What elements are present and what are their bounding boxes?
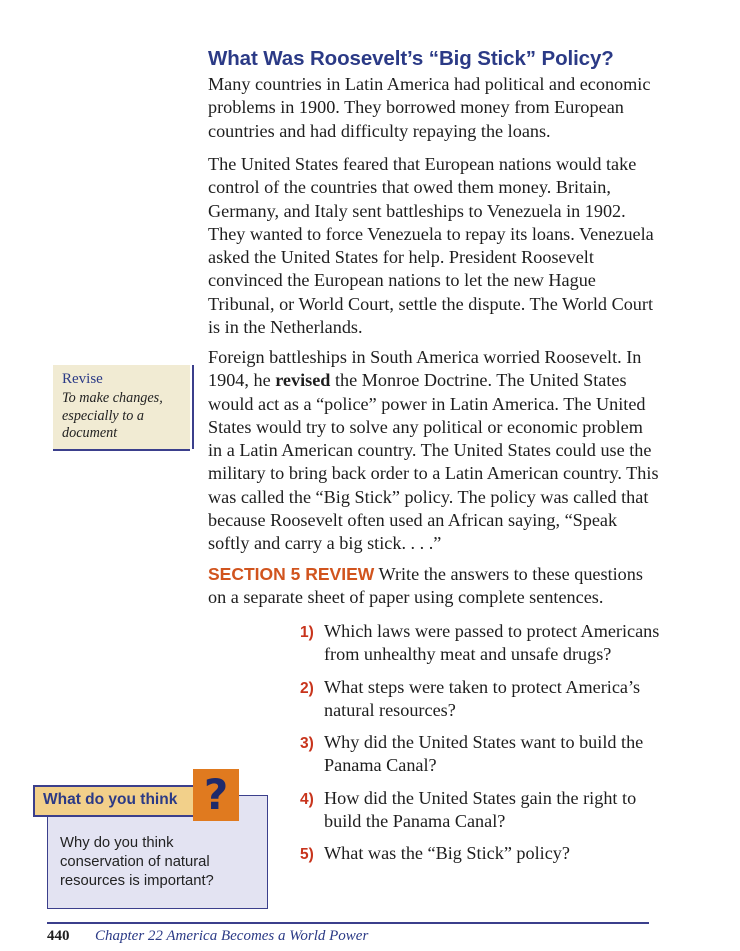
review-question [300,842,660,865]
sidenote-definition: To make changes, especially to a document [62,390,163,441]
question-number: 3) [300,735,314,753]
question-text: What steps were taken to protect America’s natural resources? [324,676,641,720]
question-mark-icon: ? [193,769,239,821]
paragraph-3: Foreign battleships in South America worried Roosevelt. In 1904, he revised the Monroe Doctrine. The United States would act as a “police” power in Latin America. The United States would try to solve any political or economic problem in a Latin American country. The United States could use the military to bring back order to a Latin American country. This was called the “Big Stick” policy. The policy was called that because Roosevelt often used an African saying, “Speak softly and carry a big stick. . . .” [208,347,659,554]
review-questions [300,620,660,875]
question-text: What was the “Big Stick” policy? [324,843,570,864]
question-number: 4) [300,790,314,808]
review-question [300,620,660,667]
question-number: 2) [300,679,314,697]
review-instructions: Write the answers to these questions on a separate sheet of paper using complete sentences. [208,564,643,608]
review-question [300,787,660,834]
paragraph-2: The United States feared that European nations would take control of the countries that owed them money. Britain, Germany, and Italy sent battleships to Venezuela in 1902. They wanted to force Venezuela to repay its loans. Venezuela asked the United States for help. President Roosevelt convinced the European nations to let the new Hague Tribunal, or World Court, settle the dispute. The World Court is in the Netherlands. [208,154,654,338]
question-number: 5) [300,846,314,864]
question-text: How did the United States gain the right to build the Panama Canal? [324,787,637,832]
page-number: 440 [47,928,70,944]
vocabulary-term: revised [275,370,331,391]
question-text: Why did the United States want to build the Panama Canal? [324,732,644,776]
vocabulary-sidenote [53,365,190,451]
what-do-you-think-header [33,785,197,817]
question-number: 1) [300,624,314,641]
chapter-title: Chapter 22 America Becomes a World Power [95,928,369,944]
review-heading: SECTION 5 REVIEW [208,564,375,584]
review-intro [208,563,660,610]
sidenote-term: Revise [62,371,103,387]
footer-rule [47,922,649,924]
think-label: What do you think [43,791,178,808]
review-question [300,731,660,778]
review-question [300,676,660,723]
section-title: What Was Roosevelt’s “Big Stick” Policy? [208,47,614,70]
question-text: Which laws were passed to protect Americans from unhealthy meat and unsafe drugs? [324,621,660,665]
paragraph-1: Many countries in Latin America had political and economic problems in 1900. They borrowed money from European countries and had difficulty repaying the loans. [208,74,651,141]
think-question: Why do you think conservation of natural resources is important? [60,835,214,889]
